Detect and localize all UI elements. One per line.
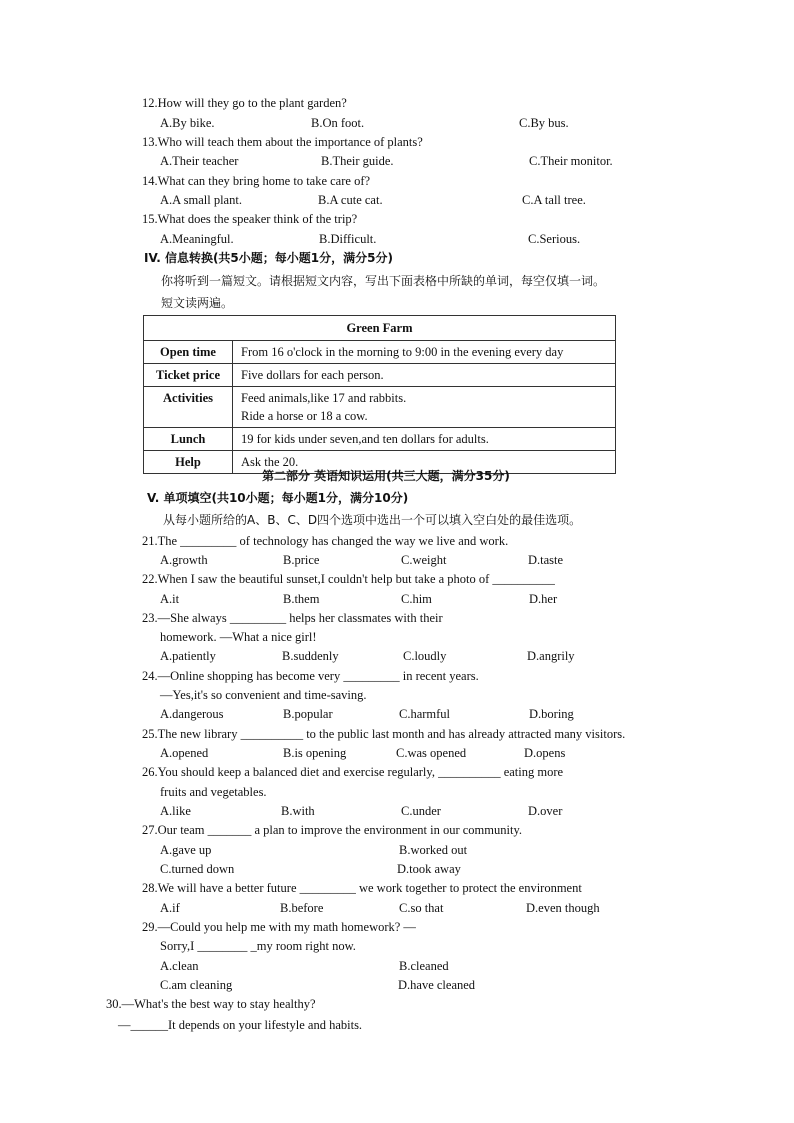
part-2-heading: 第二部分 英语知识运用(共三大题，满分35分) <box>262 469 510 483</box>
question-24-line-1: 24.—Online shopping has become very _________ in recent years. <box>142 669 479 683</box>
section-4-instruction-2: 短文读两遍。 <box>161 296 234 310</box>
question-15: 15.What does the speaker think of the trip? <box>142 212 358 226</box>
option-26b: B.with <box>281 804 315 818</box>
question-30-line-1: 30.—What's the best way to stay healthy? <box>106 997 316 1011</box>
option-24d: D.boring <box>529 707 574 721</box>
question-13: 13.Who will teach them about the importance of plants? <box>142 135 423 149</box>
section-5-instruction: 从每小题所给的A、B、C、D四个选项中选出一个可以填入空白处的最佳选项。 <box>163 513 582 527</box>
option-27a: A.gave up <box>160 843 212 857</box>
option-23b: B.suddenly <box>282 649 339 663</box>
option-21a: A.growth <box>160 553 208 567</box>
row-label-activities: Activities <box>144 387 233 428</box>
row-value-lunch: 19 for kids under seven,and ten dollars for adults. <box>233 428 616 451</box>
section-4-instruction-1: 你将听到一篇短文。请根据短文内容，写出下面表格中所缺的单词，每空仅填一词。 <box>161 274 606 288</box>
option-28c: C.so that <box>399 901 444 915</box>
option-28d: D.even though <box>526 901 600 915</box>
row-value-help: Ask the 20. <box>233 451 616 474</box>
table-row <box>144 341 616 364</box>
question-23-line-1: 23.—She always _________ helps her classmates with their <box>142 611 443 625</box>
question-22: 22.When I saw the beautiful sunset,I couldn't help but take a photo of __________ <box>142 572 555 586</box>
option-13c: C.Their monitor. <box>529 154 613 168</box>
question-26-line-1: 26.You should keep a balanced diet and exercise regularly, __________ eating more <box>142 765 564 779</box>
option-13b: B.Their guide. <box>321 154 394 168</box>
section-5-heading: V. 单项填空(共10小题；每小题1分，满分10分) <box>147 491 409 505</box>
question-29-line-1: 29.—Could you help me with my math homework? — <box>142 920 416 934</box>
row-value-activities <box>233 387 616 428</box>
question-25: 25.The new library __________ to the public last month and has already attracted many visitors. <box>142 727 626 741</box>
option-26c: C.under <box>401 804 441 818</box>
option-26a: A.like <box>160 804 191 818</box>
option-25b: B.is opening <box>283 746 347 760</box>
option-24a: A.dangerous <box>160 707 224 721</box>
question-12: 12.How will they go to the plant garden? <box>142 96 347 110</box>
table-row <box>144 387 616 428</box>
option-24b: B.popular <box>283 707 333 721</box>
option-12b: B.On foot. <box>311 116 365 130</box>
option-15c: C.Serious. <box>528 232 581 246</box>
option-27d: D.took away <box>397 862 461 876</box>
option-21b: B.price <box>283 553 320 567</box>
option-26d: D.over <box>528 804 563 818</box>
option-29a: A.clean <box>160 959 199 973</box>
option-22a: A.it <box>160 592 180 606</box>
activities-line-1: Feed animals,like 17 and rabbits. <box>241 391 407 405</box>
option-21c: C.weight <box>401 553 447 567</box>
option-22d: D.her <box>529 592 558 606</box>
option-14a: A.A small plant. <box>160 193 242 207</box>
option-29d: D.have cleaned <box>398 978 476 992</box>
question-29-line-2: Sorry,I ________ _my room right now. <box>160 939 356 953</box>
question-28: 28.We will have a better future _________ we work together to protect the environment <box>142 881 582 895</box>
option-12a: A.By bike. <box>160 116 215 130</box>
option-24c: C.harmful <box>399 707 451 721</box>
question-30-line-2: —______It depends on your lifestyle and habits. <box>118 1018 363 1032</box>
table-row <box>144 364 616 387</box>
row-label-open-time: Open time <box>144 341 233 364</box>
option-29c: C.am cleaning <box>160 978 233 992</box>
option-23c: C.loudly <box>403 649 447 663</box>
option-28b: B.before <box>280 901 324 915</box>
option-22c: C.him <box>401 592 432 606</box>
option-13a: A.Their teacher <box>160 154 239 168</box>
option-29b: B.cleaned <box>399 959 449 973</box>
option-14b: B.A cute cat. <box>318 193 383 207</box>
question-24-line-2: —Yes,it's so convenient and time-saving. <box>160 688 367 702</box>
question-23-line-2: homework. —What a nice girl! <box>160 630 317 644</box>
option-27b: B.worked out <box>399 843 468 857</box>
row-label-lunch: Lunch <box>144 428 233 451</box>
option-12c: C.By bus. <box>519 116 569 130</box>
activities-line-2: Ride a horse or 18 a cow. <box>241 409 368 423</box>
table-title: Green Farm <box>144 316 616 341</box>
option-25d: D.opens <box>524 746 566 760</box>
green-farm-table <box>143 315 616 474</box>
row-label-ticket-price: Ticket price <box>144 364 233 387</box>
row-value-ticket-price: Five dollars for each person. <box>233 364 616 387</box>
question-14: 14.What can they bring home to take care of? <box>142 174 371 188</box>
option-22b: B.them <box>283 592 320 606</box>
option-21d: D.taste <box>528 553 564 567</box>
question-27: 27.Our team _______ a plan to improve the environment in our community. <box>142 823 523 837</box>
row-value-open-time: From 16 o'clock in the morning to 9:00 in the evening every day <box>233 341 616 364</box>
option-14c: C.A tall tree. <box>522 193 586 207</box>
table-row <box>144 428 616 451</box>
option-28a: A.if <box>160 901 180 915</box>
option-23a: A.patiently <box>160 649 216 663</box>
row-label-help: Help <box>144 451 233 474</box>
option-15a: A.Meaningful. <box>160 232 234 246</box>
option-25a: A.opened <box>160 746 209 760</box>
question-21: 21.The _________ of technology has changed the way we live and work. <box>142 534 509 548</box>
option-15b: B.Difficult. <box>319 232 377 246</box>
question-26-line-2: fruits and vegetables. <box>160 785 267 799</box>
option-23d: D.angrily <box>527 649 575 663</box>
option-25c: C.was opened <box>396 746 467 760</box>
option-27c: C.turned down <box>160 862 235 876</box>
section-4-heading: IV. 信息转换(共5小题；每小题1分，满分5分) <box>144 251 393 265</box>
